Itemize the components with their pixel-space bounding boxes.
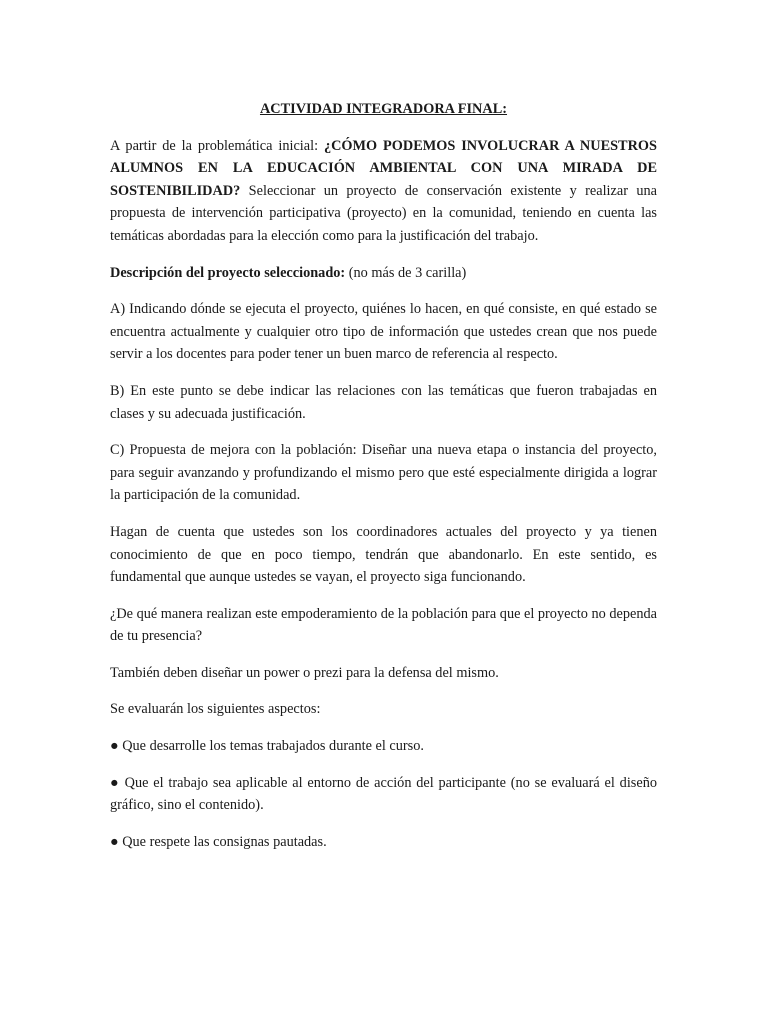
item-c: C) Propuesta de mejora con la población: Diseñar una nueva etapa o instancia del proyecto, para seguir avanzando y profundizando el mismo pero que esté especialmente dirigida a lograr la participación de la comunidad. <box>110 442 657 504</box>
criteria-item: ● Que respete las consignas pautadas. <box>110 833 327 850</box>
description-note: (no más de 3 carilla) <box>345 264 467 281</box>
document-page <box>110 98 657 867</box>
presentation-paragraph: También deben diseñar un power o prezi para la defensa del mismo. <box>110 664 499 681</box>
intro-question: ¿CÓMO PODEMOS INVOLUCRAR A NUESTROS ALUMNOS EN LA EDUCACIÓN AMBIENTAL CON UNA MIRADA DE SOSTENIBILIDAD? <box>110 137 657 199</box>
criteria-item: ● Que el trabajo sea aplicable al entorno de acción del participante (no se evaluará el diseño gráfico, sino el contenido). <box>110 774 657 814</box>
item-b: B) En este punto se debe indicar las relaciones con las temáticas que fueron trabajadas en clases y su adecuada justificación. <box>110 382 657 422</box>
document-title: ACTIVIDAD INTEGRADORA FINAL: <box>259 101 508 117</box>
intro-paragraph <box>110 135 657 248</box>
empowerment-question: ¿De qué manera realizan este empoderamiento de la población para que el proyecto no dependa de tu presencia? <box>110 605 657 645</box>
evaluation-intro: Se evaluarán los siguientes aspectos: <box>110 701 321 718</box>
coordinators-paragraph: Hagan de cuenta que ustedes son los coordinadores actuales del proyecto y ya tienen conocimiento de que en poco tiempo, tendrán que abandonarlo. En este sentido, es fundamental que aunque ustedes se vayan, el proyecto siga funcionando. <box>110 523 657 586</box>
intro-rest: Seleccionar un proyecto de conservación existente y realizar una propuesta de intervención participativa (proyecto) en la comunidad, teniendo en cuenta las temáticas abordadas para la elección como para la justificación del trabajo. <box>110 182 657 244</box>
description-heading <box>110 262 657 285</box>
criteria-item: ● Que desarrolle los temas trabajados durante el curso. <box>110 738 424 755</box>
item-a: A) Indicando dónde se ejecuta el proyecto, quiénes lo hacen, en qué consiste, en qué estado se encuentra actualmente y cualquier otro tipo de información que ustedes crean que nos puede servir a los docentes para poder tener un buen marco de referencia al respecto. <box>110 301 657 363</box>
description-label: Descripción del proyecto seleccionado: <box>110 264 346 281</box>
intro-lead: A partir de la problemática inicial: <box>110 137 324 154</box>
